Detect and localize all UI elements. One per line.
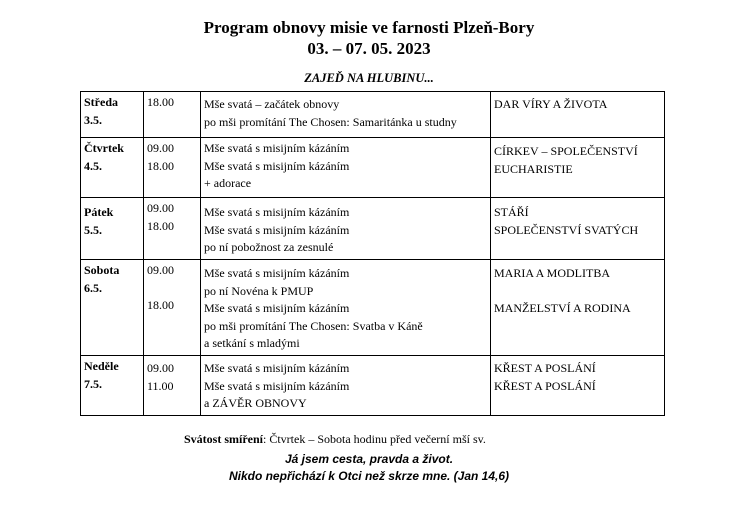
table-row (81, 92, 665, 138)
day-date: 7.5. (84, 376, 102, 391)
program-line: Mše svatá s misijním kázáním (204, 301, 350, 315)
table-row (81, 198, 665, 260)
time-value: 09.00 (147, 263, 174, 277)
quote-line-1: Já jsem cesta, pravda a život. (284, 452, 454, 466)
time-cell (144, 138, 201, 198)
table-row (81, 260, 665, 356)
program-line: po ní pobožnost za zesnulé (204, 240, 334, 254)
day-date: 3.5. (84, 112, 102, 127)
page-subtitle: ZAJEĎ NA HLUBINU... (304, 71, 434, 85)
confession-label: Svátost smíření (184, 432, 263, 446)
program-line: Mše svatá s misijním kázáním (204, 361, 350, 375)
program-cell (201, 198, 491, 260)
theme-line: KŘEST A POSLÁNÍ (494, 378, 596, 393)
program-cell (201, 138, 491, 198)
page-title: Program obnovy misie ve farnosti Plzeň-Bory (203, 18, 535, 37)
time-value: 18.00 (147, 298, 174, 312)
day-date: 6.5. (84, 280, 102, 295)
time-cell (144, 92, 201, 138)
program-line: + adorace (204, 176, 252, 190)
time-cell (144, 356, 201, 416)
program-cell (201, 260, 491, 356)
day-cell (81, 92, 144, 138)
day-name: Pátek (84, 205, 114, 219)
time-cell (144, 260, 201, 356)
time-value: 18.00 (147, 158, 174, 173)
theme-cell (491, 138, 665, 198)
theme-cell (491, 198, 665, 260)
page-date-range: 03. – 07. 05. 2023 (307, 39, 431, 58)
time-value: 11.00 (147, 378, 174, 393)
program-cell (201, 92, 491, 138)
day-date: 4.5. (84, 158, 102, 173)
program-line: po mši promítání The Chosen: Svatba v Káně (204, 318, 423, 333)
time-value: 18.00 (147, 218, 174, 233)
program-line: Mše svatá s misijním kázáním (204, 158, 350, 173)
day-name: Čtvrtek (84, 141, 124, 155)
theme-cell (491, 356, 665, 416)
theme-line: SPOLEČENSTVÍ SVATÝCH (494, 222, 639, 237)
table-row (81, 138, 665, 198)
theme-line: CÍRKEV – SPOLEČENSTVÍ (494, 144, 638, 158)
program-line: a setkání s mladými (204, 336, 300, 350)
theme-line: MANŽELSTVÍ A RODINA (494, 301, 631, 315)
program-line: Mše svatá – začátek obnovy (204, 97, 340, 111)
day-name: Středa (84, 95, 118, 109)
day-cell (81, 356, 144, 416)
day-date: 5.5. (84, 222, 102, 237)
schedule-table (80, 91, 665, 416)
table-row (81, 356, 665, 416)
day-cell (81, 138, 144, 198)
program-line: Mše svatá s misijním kázáním (204, 205, 350, 219)
time-value: 09.00 (147, 201, 174, 215)
day-cell (81, 198, 144, 260)
quote-line-2: Nikdo nepřichází k Otci než skrze mne. (Jan 14,6) (228, 469, 510, 483)
program-line: Mše svatá s misijním kázáním (204, 141, 350, 155)
theme-line: DAR VÍRY A ŽIVOTA (494, 97, 608, 111)
program-line: a ZÁVĚR OBNOVY (204, 396, 307, 410)
time-value: 09.00 (147, 361, 174, 375)
program-line: Mše svatá s misijním kázáním (204, 378, 350, 393)
program-cell (201, 356, 491, 416)
theme-line: EUCHARISTIE (494, 161, 573, 176)
confession-text: : Čtvrtek – Sobota hodinu před večerní mší sv. (263, 432, 486, 446)
program-line: po ní Novéna k PMUP (204, 283, 314, 298)
time-value: 18.00 (147, 95, 174, 109)
program-line: Mše svatá s misijním kázáním (204, 222, 350, 237)
theme-line: KŘEST A POSLÁNÍ (494, 361, 596, 375)
day-name: Sobota (84, 263, 120, 277)
theme-cell (491, 92, 665, 138)
day-name: Neděle (84, 359, 119, 373)
day-cell (81, 260, 144, 356)
confession-note (184, 432, 486, 447)
theme-line: MARIA A MODLITBA (494, 266, 611, 280)
program-line: po mši promítání The Chosen: Samaritánka u studny (204, 114, 457, 129)
theme-line: STÁŘÍ (494, 205, 529, 219)
time-cell (144, 198, 201, 260)
program-line: Mše svatá s misijním kázáním (204, 266, 350, 280)
theme-cell (491, 260, 665, 356)
time-value: 09.00 (147, 141, 174, 155)
